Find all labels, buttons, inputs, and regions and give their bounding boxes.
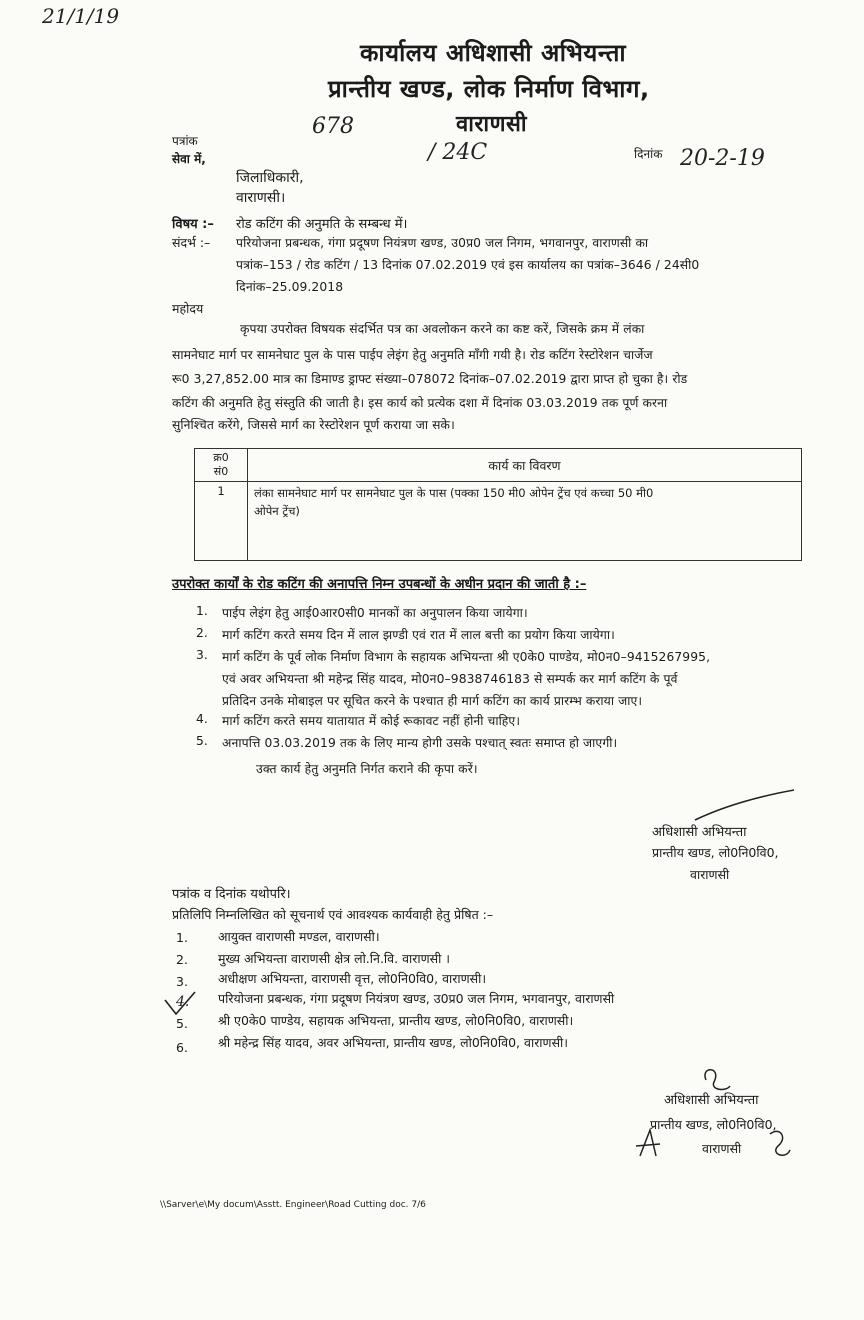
subject-text: रोड कटिंग की अनुमति के सम्बन्ध में। <box>236 217 408 232</box>
reference-line2: पत्रांक–153 / रोड कटिंग / 13 दिनांक 07.02.2019 एवं इस कार्यालय का पत्रांक–3646 / 24सी0 <box>236 258 700 272</box>
table-row-no: 1 <box>217 484 225 498</box>
signature2-office: प्रान्तीय खण्ड, लो0नि0वि0, <box>650 1117 777 1132</box>
table-cell-description <box>248 482 802 561</box>
handwritten-letter-suffix: / 24C <box>428 140 488 165</box>
tick-mark <box>162 990 198 1018</box>
condition-2-no: 2. <box>196 626 208 640</box>
condition-4-no: 4. <box>196 712 208 726</box>
condition-2-text: मार्ग कटिंग करते समय दिन में लाल झण्डी एवं रात में लाल बत्ती का प्रयोग किया जायेगा। <box>222 628 615 642</box>
condition-3-line1: मार्ग कटिंग के पूर्व लोक निर्माण विभाग के सहायक अभियन्ता श्री ए0के0 पाण्डेय, मो0न0–9415267995, <box>222 650 711 664</box>
table-row <box>195 482 802 561</box>
signature2-title: अधिशासी अभियन्ता <box>664 1093 759 1108</box>
copy-2-text: मुख्य अभियन्ता वाराणसी क्षेत्र लो.नि.वि. वाराणसी । <box>218 951 451 966</box>
copy-1-no: 1. <box>176 930 188 945</box>
seva-label: सेवा में, <box>172 152 206 166</box>
body-line2: सामनेघाट मार्ग पर सामनेघाट पुल के पास पाईप लेइंग हेतु अनुमति माँगी गयी है। रोड कटिंग रेस्टोरेशन चार्जेज <box>172 348 653 362</box>
handwritten-date: 20-2-19 <box>680 146 765 171</box>
copy-4-no: 4. <box>176 994 190 1010</box>
office-title-line1: कार्यालय अधिशासी अभियन्ता <box>360 39 627 67</box>
body-line3: रू0 3,27,852.00 मात्र का डिमाण्ड ड्राफ्ट संख्या–078072 दिनांक–07.02.2019 द्वारा प्राप्त हो चुका है। रोड <box>172 372 688 386</box>
condition-3-no: 3. <box>196 648 208 662</box>
signature1-office: प्रान्तीय खण्ड, लो0नि0वि0, <box>652 845 779 860</box>
reference-line3: दिनांक–25.09.2018 <box>236 280 344 294</box>
body-line5: सुनिश्चित करेंगे, जिससे मार्ग का रेस्टोरेशन पूर्ण कराया जा सके। <box>172 418 455 432</box>
table-row-line1: लंका सामनेघाट मार्ग पर सामनेघाट पुल के पास (पक्का 150 मी0 ओपेन ट्रेंच एवं कच्चा 50 मी0 <box>254 486 654 500</box>
condition-1-text: पाईप लेइंग हेतु आई0आर0सी0 मानकों का अनुपालन किया जायेगा। <box>222 606 528 620</box>
footer-file-path: \\Sarver\e\My docum\Asstt. Engineer\Road Cutting doc. 7/6 <box>160 1200 426 1210</box>
copy-6-text: श्री महेन्द्र सिंह यादव, अवर अभियन्ता, प्रान्तीय खण्ड, लो0नि0वि0, वाराणसी। <box>218 1035 569 1050</box>
copy-1-text: आयुक्त वाराणसी मण्डल, वाराणसी। <box>218 929 380 944</box>
body-line4: कटिंग की अनुमति हेतु संस्तुति की जाती है। इस कार्य को प्रत्येक दशा में दिनांक 03.03.2019 तक पूर्ण करना <box>172 396 668 410</box>
condition-4-text: मार्ग कटिंग करते समय यातायात में कोई रूकावट नहीं होनी चाहिए। <box>222 714 521 728</box>
table-header-serial <box>195 449 248 482</box>
copy-3-text: अधीक्षण अभियन्ता, वाराणसी वृत्त, लो0नि0वि0, वाराणसी। <box>218 971 487 986</box>
signature1-title: अधिशासी अभियन्ता <box>652 825 747 840</box>
condition-5-text: अनापत्ति 03.03.2019 तक के लिए मान्य होगी उसके पश्चात् स्वतः समाप्त हो जाएगी। <box>222 736 618 750</box>
condition-5-no: 5. <box>196 734 208 748</box>
copy-header-line1: पत्रांक व दिनांक यथोपरि। <box>172 887 291 902</box>
works-table <box>194 448 802 561</box>
reference-label: संदर्भ :– <box>172 235 211 250</box>
handwritten-top-note: 21/1/19 <box>42 4 120 28</box>
recipient-line1: जिलाधिकारी, <box>236 170 304 186</box>
handwritten-letter-no: 678 <box>312 114 354 139</box>
patrank-label: पत्रांक <box>172 134 198 148</box>
office-title-line3: वाराणसी <box>456 112 528 137</box>
copy-5-no: 5. <box>176 1016 188 1031</box>
signature1-city: वाराणसी <box>690 867 730 882</box>
copy-4-text: परियोजना प्रबन्धक, गंगा प्रदूषण नियंत्रण खण्ड, उ0प्र0 जल निगम, भगवानपुर, वाराणसी <box>218 991 615 1006</box>
subject-label: विषय :– <box>172 217 214 232</box>
reference-line1: परियोजना प्रबन्धक, गंगा प्रदूषण नियंत्रण खण्ड, उ0प्र0 जल निगम, भगवानपुर, वाराणसी का <box>236 236 649 250</box>
conditions-heading: उपरोक्त कार्यों के रोड कटिंग की अनापत्ति निम्न उपबन्धों के अधीन प्रदान की जाती है :– <box>172 577 587 592</box>
signature2-city: वाराणसी <box>702 1141 742 1156</box>
table-header-serial-line2: सं0 <box>213 465 229 478</box>
table-header-serial-line1: क्र0 <box>213 451 229 464</box>
closing-request: उक्त कार्य हेतु अनुमति निर्गत कराने की कृपा करें। <box>256 762 478 776</box>
table-header-description <box>248 449 802 482</box>
copy-3-no: 3. <box>176 974 188 989</box>
copy-header-line2: प्रतिलिपि निम्नलिखित को सूचनार्थ एवं आवश्यक कार्यवाही हेतु प्रेषित :– <box>172 907 494 922</box>
recipient-line2: वाराणसी। <box>236 190 286 206</box>
table-cell-serial <box>195 482 248 561</box>
copy-6-no: 6. <box>176 1040 188 1055</box>
table-header-description-text: कार्य का विवरण <box>488 457 561 473</box>
dinank-label: दिनांक <box>634 147 663 161</box>
signature-1-mark <box>690 786 800 826</box>
office-title-line2: प्रान्तीय खण्ड, लोक निर्माण विभाग, <box>328 75 650 103</box>
table-row-line2: ओपेन ट्रेंच) <box>254 504 300 518</box>
condition-3-line3: प्रतिदिन उनके मोबाइल पर सूचित करने के पश्चात ही मार्ग कटिंग का कार्य प्रारम्भ कराया जाए। <box>222 694 643 708</box>
copy-5-text: श्री ए0के0 पाण्डेय, सहायक अभियन्ता, प्रान्तीय खण्ड, लो0नि0वि0, वाराणसी। <box>218 1013 574 1028</box>
condition-3-line2: एवं अवर अभियन्ता श्री महेन्द्र सिंह यादव, मो0न0–9838746183 से सम्पर्क कर मार्ग कटिंग के पूर्व <box>222 672 678 686</box>
copy-2-no: 2. <box>176 952 188 967</box>
body-line1: कृपया उपरोक्त विषयक संदर्भित पत्र का अवलोकन करने का कष्ट करें, जिसके क्रम में लंका <box>240 322 645 336</box>
condition-1-no: 1. <box>196 604 208 618</box>
salutation: महोदय <box>172 301 204 316</box>
